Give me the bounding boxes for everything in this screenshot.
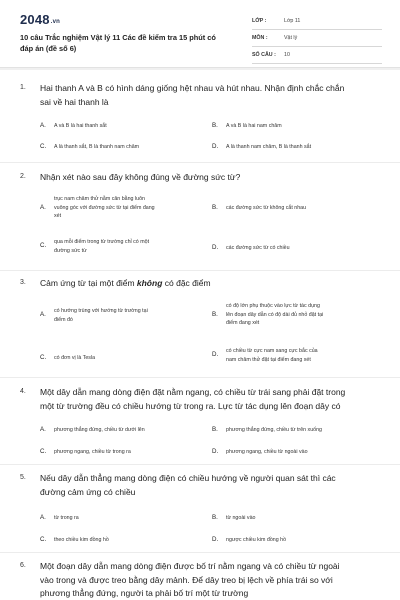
question-number: 3.: [20, 279, 26, 286]
question-separator: [0, 162, 400, 163]
question-number: 4.: [20, 388, 26, 395]
meta-key: LỚP :: [252, 18, 267, 24]
meta-row-count: [252, 49, 382, 64]
option-letter: B.: [212, 311, 218, 318]
option-text: [54, 426, 204, 435]
option-line: điểm đó: [54, 316, 73, 323]
question-text: [40, 82, 380, 109]
question-number: 2.: [20, 173, 26, 180]
option-text: [226, 302, 376, 328]
question-text-line: Một đoạn dây dẫn mang dòng điện được bố trí nằm ngang và có chiều từ ngoài: [40, 561, 340, 571]
option-text: [54, 354, 204, 363]
question-text-line: sai về hai thanh là: [40, 96, 109, 107]
option-text: [54, 448, 204, 457]
option-line: trục nam châm thử nằm cân bằng luôn: [54, 196, 145, 202]
option-line: nam châm thử đặt tại điểm đang xét: [226, 356, 311, 363]
option-letter: A.: [40, 514, 46, 521]
option-text: [226, 514, 376, 523]
meta-key: SỐ CÂU :: [252, 52, 276, 58]
option-line: các đường sức từ có chiều: [226, 245, 290, 251]
option-line: có độ lớn phụ thuộc vào lực từ tác dụng: [226, 303, 320, 309]
option-line: A và B là hai thanh sắt: [54, 123, 107, 129]
option-text: [226, 244, 376, 253]
option-line: qua mỗi điểm trong từ trường chỉ có một: [54, 239, 150, 245]
option-text: [226, 122, 376, 131]
option-line: theo chiều kim đồng hồ: [54, 537, 109, 543]
question-separator: [0, 270, 400, 271]
question-text-line: vào trong và được treo bằng dây mảnh. Để dây treo bị lệch về phía trái so với: [40, 574, 333, 585]
meta-info-panel: [252, 15, 382, 66]
option-text: [54, 536, 204, 545]
header-divider: [0, 67, 400, 70]
option-line: A là thanh sắt, B là thanh nam châm: [54, 144, 140, 150]
option-text: [226, 143, 376, 152]
question-text-line: Nhận xét nào sau đây không đúng về đường sức từ?: [40, 172, 241, 182]
meta-value: Lớp 11: [284, 18, 301, 24]
question-text-part: Cảm ứng từ tại một điểm: [40, 278, 137, 288]
option-line: phương ngang, chiều từ trong ra: [54, 449, 131, 455]
logo-text: 2048: [20, 12, 50, 27]
option-text: [54, 122, 204, 131]
option-line: vuông góc với đường sức từ tại điểm đang: [54, 204, 155, 211]
option-letter: D.: [212, 536, 219, 543]
option-text: [226, 426, 396, 435]
site-logo[interactable]: [20, 12, 60, 27]
option-line: phương thẳng đứng, chiều từ dưới lên: [54, 427, 145, 433]
option-line: các đường sức từ không cắt nhau: [226, 205, 307, 211]
option-letter: A.: [40, 122, 46, 129]
option-line: có đơn vị là Tesla: [54, 355, 96, 361]
option-line: đường sức từ: [54, 247, 87, 254]
option-letter: B.: [212, 514, 218, 521]
option-line: điểm đang xét: [226, 320, 260, 327]
question-separator: [0, 552, 400, 553]
option-line: từ ngoài vào: [226, 515, 256, 521]
option-text: [226, 204, 376, 213]
option-letter: C.: [40, 242, 47, 249]
option-text: [226, 347, 376, 364]
question-separator: [0, 377, 400, 378]
option-letter: B.: [212, 204, 218, 211]
question-6: [20, 560, 390, 600]
option-letter: B.: [212, 426, 218, 433]
question-number: 1.: [20, 84, 26, 91]
meta-row-class: [252, 15, 382, 30]
question-text-emphasis: không: [136, 278, 163, 288]
question-text-line: Hai thanh A và B có hình dáng giống hệt nhau và hút nhau. Nhận định chắc chắn: [40, 83, 345, 93]
question-text: [40, 386, 380, 413]
document-header: [0, 0, 400, 66]
option-letter: A.: [40, 426, 46, 433]
option-letter: D.: [212, 448, 219, 455]
option-text: [226, 448, 376, 457]
question-separator: [0, 464, 400, 465]
option-letter: D.: [212, 143, 219, 150]
document-title-line: 10 câu Trắc nghiệm Vật lý 11 Các đề kiểm tra 15 phút có: [20, 33, 216, 42]
question-text-line: Một dây dẫn mang dòng điện đặt nằm ngang, có chiều từ trái sang phải đặt trong: [40, 387, 346, 397]
option-line: có chiều từ cực nam sang cực bắc của: [226, 348, 318, 354]
question-text: [40, 171, 380, 185]
option-text: [54, 195, 204, 221]
document-title-line: đáp án (đề số 6): [20, 44, 77, 53]
option-text: [54, 238, 204, 255]
question-number: 6.: [20, 562, 26, 569]
option-letter: C.: [40, 143, 47, 150]
logo-suffix: .vn: [50, 19, 61, 25]
option-letter: A.: [40, 204, 46, 211]
question-text-line: phương thẳng đứng, người ta phải bố trí một từ trường: [40, 588, 249, 598]
option-letter: C.: [40, 536, 47, 543]
document-title: [20, 32, 230, 54]
option-line: ngược chiều kim đồng hồ: [226, 537, 287, 543]
option-text: [226, 536, 376, 545]
question-text-line: một từ trường đều có chiều hướng từ trong ra. Lực từ tác dụng lên đoạn dây có: [40, 400, 341, 411]
question-text-line: Nếu dây dẫn thẳng mang dòng điện có chiều hướng về người quan sát thì các: [40, 473, 336, 483]
option-letter: A.: [40, 311, 46, 318]
option-letter: D.: [212, 244, 219, 251]
option-letter: D.: [212, 351, 219, 358]
option-text: [54, 514, 204, 523]
question-text: [40, 560, 380, 600]
option-line: lên đoạn dây dẫn có độ dài đủ nhỏ đặt tại: [226, 311, 324, 318]
question-text: [40, 472, 380, 499]
meta-value: 10: [284, 52, 290, 58]
question-number: 5.: [20, 474, 26, 481]
question-text-line: đường cảm ứng có chiều: [40, 486, 136, 497]
option-letter: C.: [40, 448, 47, 455]
question-text-part: có đặc điểm: [162, 278, 211, 288]
option-line: phương thẳng đứng, chiều từ trên xuống: [226, 427, 322, 433]
option-line: xét: [54, 213, 62, 220]
option-line: A là thanh nam châm, B là thanh sắt: [226, 144, 312, 150]
option-text: [54, 143, 204, 152]
option-line: có hướng trùng với hướng từ trường tại: [54, 308, 148, 314]
option-letter: B.: [212, 122, 218, 129]
meta-row-subject: [252, 32, 382, 47]
option-line: phương ngang, chiều từ ngoài vào: [226, 449, 308, 455]
option-text: [54, 307, 204, 324]
meta-key: MÔN :: [252, 35, 268, 41]
meta-value: Vật lý: [284, 35, 298, 41]
option-letter: C.: [40, 354, 47, 361]
option-line: từ trong ra: [54, 515, 79, 521]
question-text: [40, 277, 380, 291]
option-line: A và B là hai nam châm: [226, 123, 282, 129]
